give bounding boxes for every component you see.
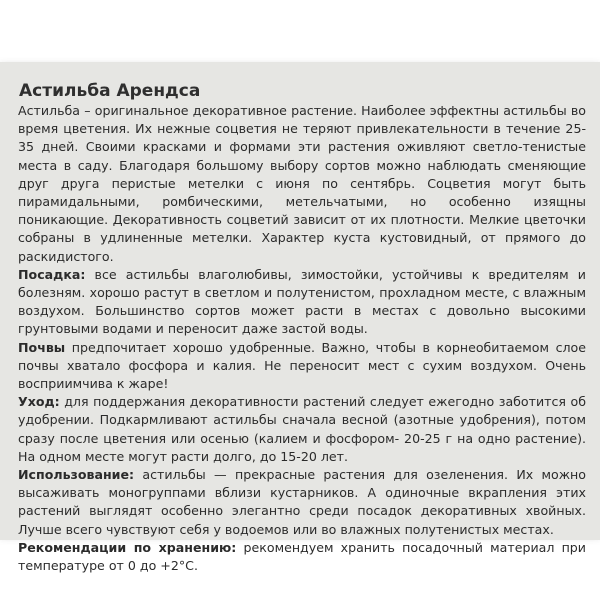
intro-paragraph: Астильба – оригинальное декоративное растение. Наиболее эффектны астильбы во время цветения. Их нежные соцветия не теряют привлекательности в течение 25-35 дней. Своими красками и формами эти растения оживляют светло-тенистые места в саду. Благодаря большому выбору сортов можно наблюдать сменяющие друг друга перистые метелки с июня по сентябрь. Соцветия могут быть пирамидальными, ромбическими, метельчатыми, но особенно изящны поникающие. Декоративность соцветий зависит от их плотности. Мелкие цветочки собраны в удлиненные метелки. Характер куста кустовидный, от прямого до раскидистого.	[18, 103, 586, 264]
section-soil	[18, 339, 586, 394]
section-heading: Уход:	[18, 394, 60, 410]
section-heading: Использование:	[18, 467, 135, 483]
document-title: Астильба Арендса	[19, 81, 201, 101]
section-text: рекомендуем хранить посадочный материал при температуре от 0 до +2°С.	[18, 539, 586, 574]
section-heading: Почвы	[18, 339, 66, 355]
section-heading: Посадка:	[18, 266, 86, 282]
label-text	[18, 80, 586, 575]
section-text: астильбы — прекрасные растения для озеленения. Их можно высаживать моногруппами вблизи кустарников. А одиночные вкрапления этих растений выглядят особенно элегантно среди посадок декоративных хвойных. Лучше всего чувствуют себя у водоемов или во влажных полутенистых местах.	[18, 467, 586, 537]
section-storage	[18, 539, 586, 575]
section-heading: Рекомендации по хранению:	[18, 539, 237, 555]
section-care	[18, 393, 586, 466]
section-planting	[18, 266, 586, 339]
section-text: для поддержания декоративности растений следует ежегодно заботится об удобрении. Подкармливают астильбы сначала весной (азотные удобрения), потом сразу после цветения или осенью (калием и фосфором- 20-25 г на одно растение). На одном месте могут расти долго, до 15-20 лет.	[18, 394, 586, 464]
section-text: предпочитает хорошо удобренные. Важно, чтобы в корнеобитаемом слое почвы хватало фосфора и калия. Не переносит мест с сухим воздухом. Очень восприимчива к жаре!	[18, 339, 586, 392]
section-text: все астильбы влаголюбивы, зимостойки, устойчивы к вредителям и болезням. хорошо растут в светлом и полутенистом, прохладном месте, с влажным воздухом. Большинство сортов может расти в местах с довольно высокими грунтовыми водами и переносит даже застой воды.	[18, 266, 586, 337]
section-usage	[18, 466, 586, 539]
